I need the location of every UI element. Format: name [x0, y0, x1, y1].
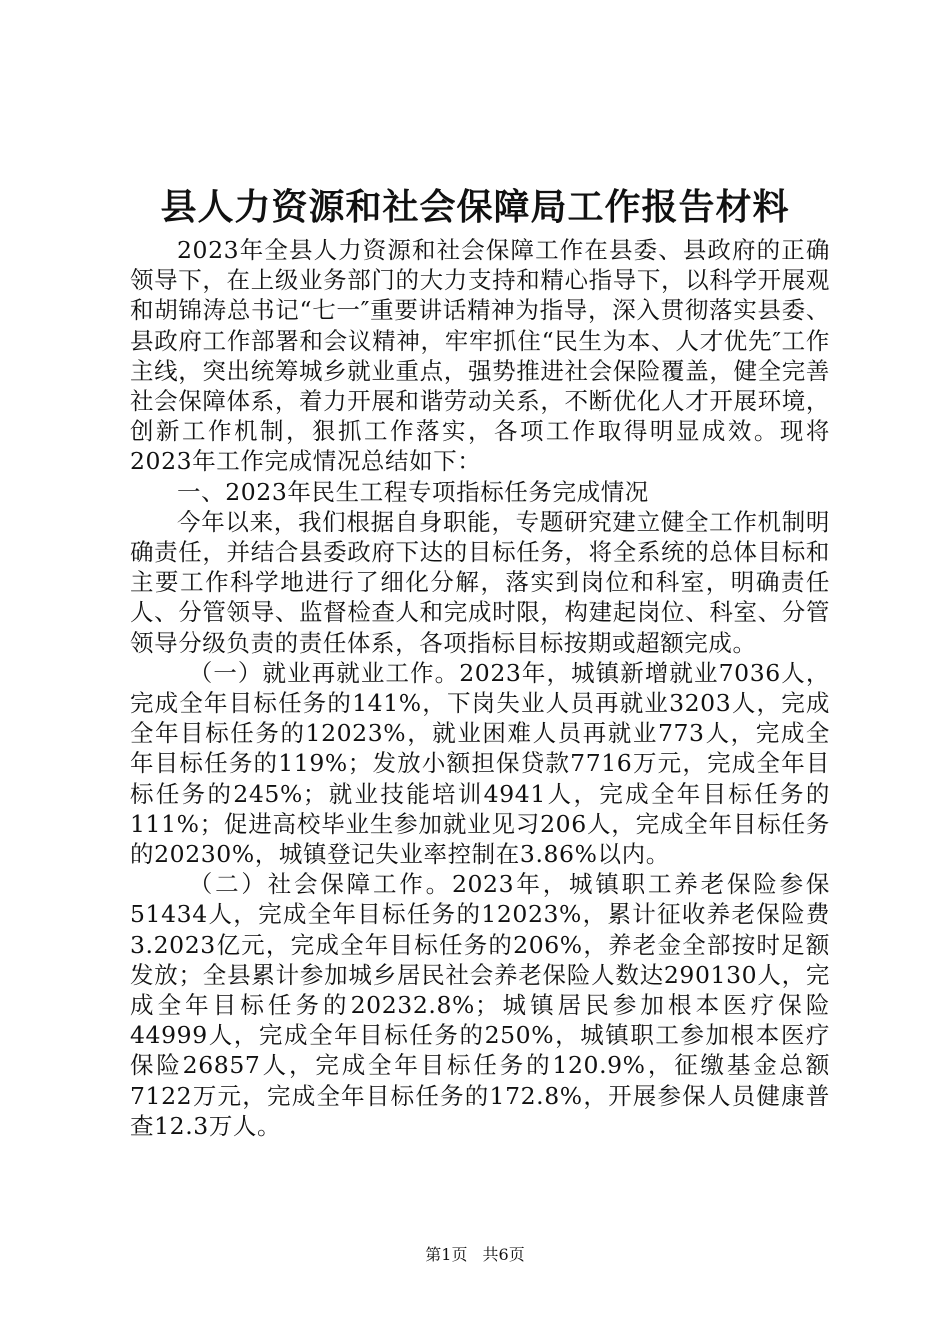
page-footer [0, 1245, 950, 1265]
page-number: 第1页 [425, 1245, 468, 1264]
document-title: 县人力资源和社会保障局工作报告材料 [160, 186, 790, 228]
document-body [130, 235, 830, 1141]
employment-paragraph: （一）就业再就业工作。2023年，城镇新增就业7036人，完成全年目标任务的141%，下岗失业人员再就业3203人，完成全年目标任务的12023%，就业困难人员再就业773人，完成全年目标任务的119%；发放小额担保贷款7716万元，完成全年目标任务的245%；就业技能培训4941人，完成全年目标任务的111%；促进高校毕业生参加就业见习206人，完成全年目标任务的20230%，城镇登记失业率控制在3.86%以内。 [130, 658, 830, 869]
section-heading: 一、2023年民生工程专项指标任务完成情况 [177, 477, 649, 506]
page-total: 共6页 [482, 1245, 525, 1264]
body-paragraph: 今年以来，我们根据自身职能，专题研究建立健全工作机制明确责任，并结合县委政府下达的目标任务，将全系统的总体目标和主要工作科学地进行了细化分解，落实到岗位和科室，明确责任人、分管领导、监督检查人和完成时限，构建起岗位、科室、分管领导分级负责的责任体系，各项指标目标按期或超额完成。 [130, 507, 830, 657]
social-security-paragraph: （二）社会保障工作。2023年，城镇职工养老保险参保51434人，完成全年目标任务的12023%，累计征收养老保险费3.2023亿元，完成全年目标任务的206%，养老金全部按时足额发放；全县累计参加城乡居民社会养老保险人数达290130人，完成全年目标任务的20232.8%；城镇居民参加根本医疗保险44999人，完成全年目标任务的250%，城镇职工参加根本医疗保险26857人，完成全年目标任务的120.9%，征缴基金总额7122万元，完成全年目标任务的172.8%，开展参保人员健康普查12.3万人。 [130, 870, 830, 1140]
intro-paragraph: 2023年全县人力资源和社会保障工作在县委、县政府的正确领导下，在上级业务部门的大力支持和精心指导下，以科学开展观和胡锦涛总书记“七一″重要讲话精神为指导，深入贯彻落实县委、县政府工作部署和会议精神，牢牢抓住“民生为本、人才优先″工作主线，突出统筹城乡就业重点，强势推进社会保险覆盖，健全完善社会保障体系，着力开展和谐劳动关系，不断优化人才开展环境，创新工作机制，狠抓工作落实，各项工作取得明显成效。现将2023年工作完成情况总结如下： [130, 236, 830, 476]
